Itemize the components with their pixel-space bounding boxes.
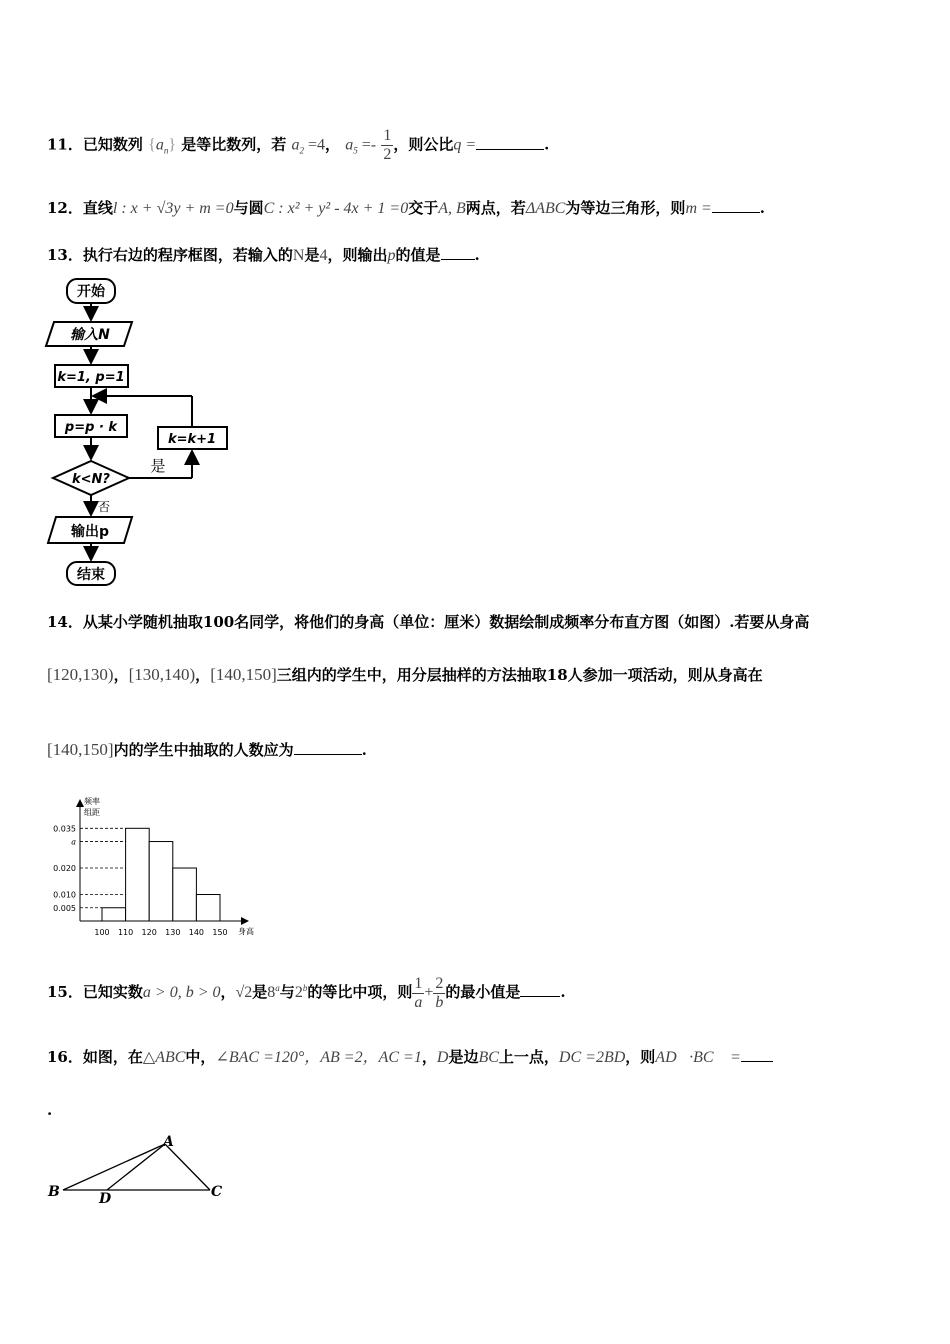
interval: [140,150] — [210, 665, 277, 684]
vertex-c-label: C — [211, 1184, 223, 1200]
math: a — [155, 136, 164, 154]
x-tick-label: 120 — [141, 928, 157, 937]
brace-left: { — [148, 136, 156, 154]
vertex-a-label: A — [163, 1134, 174, 1150]
question-12 — [47, 198, 765, 219]
y-tick-label: 0.035 — [53, 824, 76, 834]
question-number: 11． — [47, 135, 83, 154]
math: m = — [685, 200, 712, 217]
question-number: 13． — [47, 246, 83, 264]
math: l : x + √3y + m =0 — [112, 200, 234, 217]
x-tick-label: 140 — [188, 928, 205, 937]
y-tick-label: 0.020 — [53, 864, 76, 874]
math: =- — [357, 136, 377, 154]
answer-blank[interactable] — [294, 740, 362, 755]
init-label: k=1, p=1 — [57, 370, 125, 385]
answer-blank[interactable] — [476, 135, 544, 150]
text: 是 — [252, 983, 268, 1001]
text: ，则公比 — [393, 135, 454, 154]
fraction — [412, 975, 424, 1012]
text: 的值是 — [395, 246, 441, 264]
y-axis-label-bottom: 组距 — [84, 808, 100, 817]
answer-blank[interactable] — [741, 1047, 773, 1062]
math-sub: 2 — [299, 145, 304, 156]
math: 4 — [319, 247, 328, 264]
answer-blank[interactable] — [712, 198, 760, 213]
math: BC — [478, 1049, 499, 1066]
text: 内的学生中抽取的人数应为 — [113, 741, 294, 759]
question-11 — [47, 127, 549, 164]
text: 执行右边的程序框图，若输入的 — [82, 246, 293, 264]
denominator: 2 — [383, 146, 392, 163]
text: . — [544, 135, 550, 154]
text: 三组内的学生中，用分层抽样的方法抽取18人参加一项活动，则从身高在 — [276, 666, 763, 684]
start-label: 开始 — [77, 284, 105, 300]
text: 与 — [279, 983, 295, 1001]
text: 已知实数 — [82, 983, 143, 1001]
math: =4 — [303, 136, 326, 154]
text: 中， — [185, 1048, 216, 1066]
histogram-bar — [149, 842, 173, 921]
end-label: 结束 — [77, 567, 105, 583]
math: N — [292, 247, 305, 264]
x-axis-label: 身高 — [238, 927, 254, 936]
math: A, B — [438, 200, 466, 217]
histogram — [40, 795, 270, 945]
text: 为等边三角形，则 — [565, 199, 686, 217]
math: △ABC — [142, 1049, 186, 1066]
histogram-bar — [173, 868, 197, 921]
math: 8 — [267, 984, 276, 1001]
text: 两点，若 — [465, 199, 526, 217]
text: ， — [195, 666, 211, 684]
no-label: 否 — [97, 500, 111, 514]
math: a — [291, 136, 300, 154]
incr-label: k=k+1 — [167, 432, 217, 447]
denominator: a — [414, 993, 423, 1011]
math: ΔABC — [525, 200, 566, 217]
y-tick-label: a — [71, 837, 76, 847]
x-tick-label: 130 — [165, 928, 181, 937]
text: 如图，在 — [82, 1048, 143, 1066]
text: ，则 — [625, 1048, 656, 1066]
histogram-bar — [196, 895, 220, 921]
math: a — [345, 136, 354, 154]
question-14 — [47, 612, 809, 632]
text: 是等比数列，若 — [181, 135, 287, 154]
assign-label: p=p · k — [64, 420, 118, 435]
x-tick-label: 100 — [94, 928, 110, 937]
text: . — [361, 741, 367, 759]
input-label: 输入N — [70, 327, 110, 343]
text: ， — [325, 135, 341, 154]
question-number: 14． — [47, 613, 83, 631]
question-15 — [47, 968, 566, 1013]
text: 是边 — [448, 1048, 479, 1066]
text: 上一点， — [498, 1048, 559, 1066]
math: DC =2BD — [558, 1049, 626, 1066]
text: . — [47, 1101, 53, 1119]
y-axis-label-top: 频率 — [84, 797, 100, 806]
text: ， — [220, 983, 236, 1001]
text: . — [759, 199, 766, 217]
text: 已知数列 — [82, 135, 143, 154]
text: ， — [113, 666, 129, 684]
math: a > 0, b > 0 — [142, 984, 221, 1001]
question-13 — [47, 245, 480, 266]
math: ∠BAC =120°，AB =2，AC =1 — [215, 1049, 422, 1066]
question-14-line-3 — [47, 740, 367, 760]
text: 交于 — [408, 199, 439, 217]
numerator: 1 — [383, 127, 392, 144]
histogram-bar — [102, 908, 126, 921]
segment-ab — [63, 1144, 165, 1190]
x-tick-label: 150 — [212, 928, 228, 937]
text: 的等比中项，则 — [307, 983, 413, 1001]
text: 与圆 — [233, 199, 264, 217]
math-sub: 5 — [353, 145, 358, 156]
text: . — [474, 246, 480, 264]
answer-blank[interactable] — [520, 982, 560, 997]
interval: [140,150] — [47, 740, 114, 759]
text: 从某小学随机抽取100名同学，将他们的身高（单位：厘米）数据绘制成频率分布直方图（如图）.若要从身高 — [82, 613, 810, 631]
math: AD⃗·BC⃗ = — [655, 1049, 741, 1066]
y-tick-label: 0.010 — [53, 890, 76, 900]
triangle-figure — [45, 1132, 245, 1207]
question-14-line-2 — [47, 665, 763, 685]
x-tick-label: 110 — [117, 928, 134, 937]
interval: [130,140) — [128, 665, 196, 684]
text: 直线 — [82, 199, 113, 217]
text: . — [560, 983, 566, 1001]
segment-ad — [107, 1144, 165, 1190]
math: p — [387, 247, 396, 264]
math: 2 — [294, 984, 303, 1001]
exponent: b — [302, 983, 308, 993]
numerator: 1 — [414, 974, 423, 992]
histogram-bar — [126, 828, 150, 921]
math: √2 — [235, 984, 253, 1001]
question-16 — [47, 1047, 773, 1068]
interval: [120,130) — [47, 665, 114, 684]
flowchart — [40, 275, 245, 590]
fraction — [381, 127, 393, 164]
fraction — [433, 975, 445, 1012]
question-number: 16． — [47, 1048, 83, 1066]
text: 的最小值是 — [445, 983, 521, 1001]
denominator: b — [435, 993, 444, 1011]
text: ，则输出 — [327, 246, 388, 264]
vertex-b-label: B — [48, 1184, 60, 1200]
point-d-label: D — [99, 1191, 112, 1207]
text: ， — [421, 1048, 437, 1066]
output-label: 输出p — [70, 524, 110, 540]
brace-right: } — [168, 136, 176, 154]
yes-label: 是 — [150, 457, 166, 475]
question-number: 12． — [47, 199, 83, 217]
math: + — [424, 984, 434, 1001]
text: 是 — [304, 246, 320, 264]
math: q = — [453, 136, 477, 154]
numerator: 2 — [435, 974, 444, 992]
question-16-end — [47, 1100, 52, 1120]
math: D — [436, 1049, 449, 1066]
question-number: 15． — [47, 983, 83, 1001]
answer-blank[interactable] — [441, 245, 475, 260]
segment-ac — [165, 1144, 210, 1190]
math-sub: n — [163, 145, 169, 156]
math: C : x² + y² - 4x + 1 =0 — [263, 200, 409, 217]
y-tick-label: 0.005 — [53, 903, 76, 913]
condition-label: k<N? — [72, 472, 110, 487]
exponent: a — [275, 983, 280, 993]
